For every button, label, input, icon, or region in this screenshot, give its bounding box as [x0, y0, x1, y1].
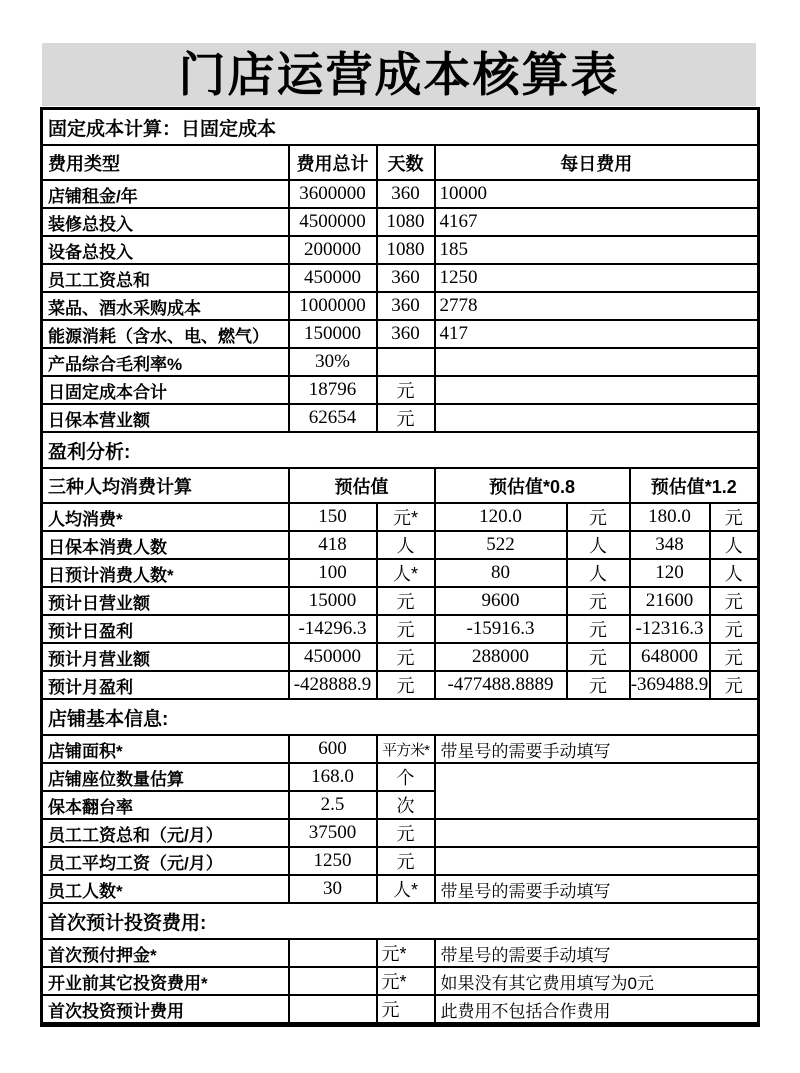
daily-cell	[435, 376, 759, 404]
value-cell: 168.0	[289, 763, 377, 791]
unit-cell: 元	[710, 503, 759, 531]
unit-cell: 元*	[377, 503, 435, 531]
note-cell: 如果没有其它费用填写为0元	[435, 967, 759, 995]
profit-columns-row	[42, 468, 759, 503]
row-label: 日固定成本合计	[42, 376, 289, 404]
value-cell: 30	[289, 875, 377, 903]
table-row	[42, 320, 759, 348]
row-label: 店铺座位数量估算	[42, 763, 289, 791]
note-cell: 带星号的需要手动填写	[435, 875, 759, 903]
value-cell: 15000	[289, 587, 377, 615]
daily-cell: 1250	[435, 264, 759, 292]
unit-cell: 元	[377, 615, 435, 643]
total-cell: 1000000	[289, 292, 377, 320]
total-cell: 18796	[289, 376, 377, 404]
unit-cell: 元	[710, 615, 759, 643]
table-row	[42, 292, 759, 320]
value-cell: 450000	[289, 643, 377, 671]
unit-cell: 元	[567, 503, 630, 531]
value-cell: 1250	[289, 847, 377, 875]
daily-cell: 185	[435, 236, 759, 264]
total-cell: 30%	[289, 348, 377, 376]
section-title: 盈利分析:	[42, 432, 759, 468]
row-label: 店铺租金/年	[42, 180, 289, 208]
total-cell: 4500000	[289, 208, 377, 236]
value-cell: 180.0	[630, 503, 710, 531]
note-cell	[435, 819, 759, 847]
row-label: 首次预付押金*	[42, 939, 289, 967]
note-cell	[435, 763, 759, 819]
unit-cell: 元*	[377, 967, 435, 995]
section-title: 店铺基本信息:	[42, 699, 759, 735]
table-row	[42, 671, 759, 699]
table-row	[42, 819, 759, 847]
total-cell: 150000	[289, 320, 377, 348]
table-row	[42, 531, 759, 559]
table-row	[42, 559, 759, 587]
value-cell: 2.5	[289, 791, 377, 819]
unit-cell: 人*	[377, 875, 435, 903]
unit-cell: 平方米*	[377, 735, 435, 763]
table-row	[42, 236, 759, 264]
value-cell: -369488.9	[630, 671, 710, 699]
unit-cell: 元	[377, 587, 435, 615]
note-cell: 带星号的需要手动填写	[435, 939, 759, 967]
table-row	[42, 503, 759, 531]
row-label: 预计日盈利	[42, 615, 289, 643]
row-label: 员工工资总和（元/月）	[42, 819, 289, 847]
table-row	[42, 348, 759, 376]
col-header-estimate-08: 预估值*0.8	[435, 468, 630, 503]
value-cell: -15916.3	[435, 615, 567, 643]
value-cell: 9600	[435, 587, 567, 615]
daily-cell	[435, 348, 759, 376]
section-title: 首次预计投资费用:	[42, 903, 759, 939]
title-banner	[42, 43, 756, 106]
col-header-type: 费用类型	[42, 145, 289, 180]
section-header-invest	[42, 903, 759, 939]
unit-cell: 元*	[377, 939, 435, 967]
daily-cell	[435, 404, 759, 432]
row-label: 人均消费*	[42, 503, 289, 531]
total-cell: 450000	[289, 264, 377, 292]
section-header-basic	[42, 699, 759, 735]
daily-cell: 4167	[435, 208, 759, 236]
unit-cell: 元	[710, 643, 759, 671]
daily-cell: 10000	[435, 180, 759, 208]
row-label: 日保本营业额	[42, 404, 289, 432]
unit-cell: 人*	[377, 559, 435, 587]
row-label: 预计月营业额	[42, 643, 289, 671]
unit-cell: 元	[377, 995, 435, 1025]
table-row	[42, 939, 759, 967]
table-row	[42, 180, 759, 208]
daily-cell: 2778	[435, 292, 759, 320]
value-cell: -428888.9	[289, 671, 377, 699]
col-header-total: 费用总计	[289, 145, 377, 180]
row-label: 开业前其它投资费用*	[42, 967, 289, 995]
value-cell: 418	[289, 531, 377, 559]
value-cell	[289, 939, 377, 967]
table-row	[42, 995, 759, 1025]
note-cell	[435, 847, 759, 875]
row-label: 保本翻台率	[42, 791, 289, 819]
unit-cell: 人	[567, 559, 630, 587]
value-cell: 522	[435, 531, 567, 559]
table-row	[42, 404, 759, 432]
unit-cell: 元	[377, 671, 435, 699]
value-cell: 600	[289, 735, 377, 763]
days-cell: 1080	[377, 236, 435, 264]
value-cell: 120	[630, 559, 710, 587]
unit-cell: 次	[377, 791, 435, 819]
row-label: 预计月盈利	[42, 671, 289, 699]
value-cell: -477488.8889	[435, 671, 567, 699]
unit-cell: 人	[567, 531, 630, 559]
row-label: 设备总投入	[42, 236, 289, 264]
row-label: 装修总投入	[42, 208, 289, 236]
value-cell: 80	[435, 559, 567, 587]
table-row	[42, 763, 759, 791]
row-label: 员工工资总和	[42, 264, 289, 292]
unit-cell: 人	[710, 531, 759, 559]
unit-cell: 个	[377, 763, 435, 791]
unit-cell: 元	[567, 643, 630, 671]
table-row	[42, 208, 759, 236]
table-row	[42, 264, 759, 292]
table-row	[42, 875, 759, 903]
daily-cell: 417	[435, 320, 759, 348]
row-label: 预计日营业额	[42, 587, 289, 615]
value-cell: -12316.3	[630, 615, 710, 643]
table-row	[42, 643, 759, 671]
value-cell	[289, 995, 377, 1025]
table-row	[42, 967, 759, 995]
value-cell: -14296.3	[289, 615, 377, 643]
table-row	[42, 847, 759, 875]
row-label: 产品综合毛利率%	[42, 348, 289, 376]
value-cell: 150	[289, 503, 377, 531]
total-cell: 62654	[289, 404, 377, 432]
unit-cell: 元	[377, 643, 435, 671]
row-label: 日预计消费人数*	[42, 559, 289, 587]
value-cell: 120.0	[435, 503, 567, 531]
total-cell: 200000	[289, 236, 377, 264]
value-cell	[289, 967, 377, 995]
table-row	[42, 735, 759, 763]
col-header-estimate: 预估值	[289, 468, 435, 503]
unit-cell: 元	[710, 671, 759, 699]
value-cell: 100	[289, 559, 377, 587]
unit-cell: 元	[567, 615, 630, 643]
table-row	[42, 376, 759, 404]
unit-cell: 人	[377, 531, 435, 559]
value-cell: 37500	[289, 819, 377, 847]
total-cell: 3600000	[289, 180, 377, 208]
unit-cell: 元	[377, 847, 435, 875]
table-row	[42, 615, 759, 643]
col-header-days: 天数	[377, 145, 435, 180]
row-label: 菜品、酒水采购成本	[42, 292, 289, 320]
note-cell: 此费用不包括合作费用	[435, 995, 759, 1025]
days-cell: 360	[377, 292, 435, 320]
col-header-estimate-12: 预估值*1.2	[630, 468, 759, 503]
value-cell: 348	[630, 531, 710, 559]
days-cell	[377, 348, 435, 376]
col-header-daily: 每日费用	[435, 145, 759, 180]
value-cell: 21600	[630, 587, 710, 615]
note-cell: 带星号的需要手动填写	[435, 735, 759, 763]
row-label: 店铺面积*	[42, 735, 289, 763]
value-cell: 648000	[630, 643, 710, 671]
fixed-columns-row	[42, 145, 759, 180]
section-title: 固定成本计算：日固定成本	[42, 109, 759, 146]
unit-cell: 元	[377, 819, 435, 847]
days-cell: 360	[377, 180, 435, 208]
unit-cell: 元	[710, 587, 759, 615]
unit-cell: 元	[377, 376, 435, 404]
row-label: 首次投资预计费用	[42, 995, 289, 1025]
section-header-profit	[42, 432, 759, 468]
unit-cell: 人	[710, 559, 759, 587]
unit-cell: 元	[377, 404, 435, 432]
col-header-calc: 三种人均消费计算	[42, 468, 289, 503]
row-label: 员工人数*	[42, 875, 289, 903]
row-label: 能源消耗（含水、电、燃气）	[42, 320, 289, 348]
days-cell: 1080	[377, 208, 435, 236]
days-cell: 360	[377, 320, 435, 348]
value-cell: 288000	[435, 643, 567, 671]
section-header-fixed	[42, 109, 759, 146]
cost-table	[40, 107, 760, 1027]
days-cell: 360	[377, 264, 435, 292]
row-label: 日保本消费人数	[42, 531, 289, 559]
unit-cell: 元	[567, 671, 630, 699]
table-row	[42, 587, 759, 615]
unit-cell: 元	[567, 587, 630, 615]
page-title: 门店运营成本核算表	[178, 48, 620, 101]
row-label: 员工平均工资（元/月）	[42, 847, 289, 875]
